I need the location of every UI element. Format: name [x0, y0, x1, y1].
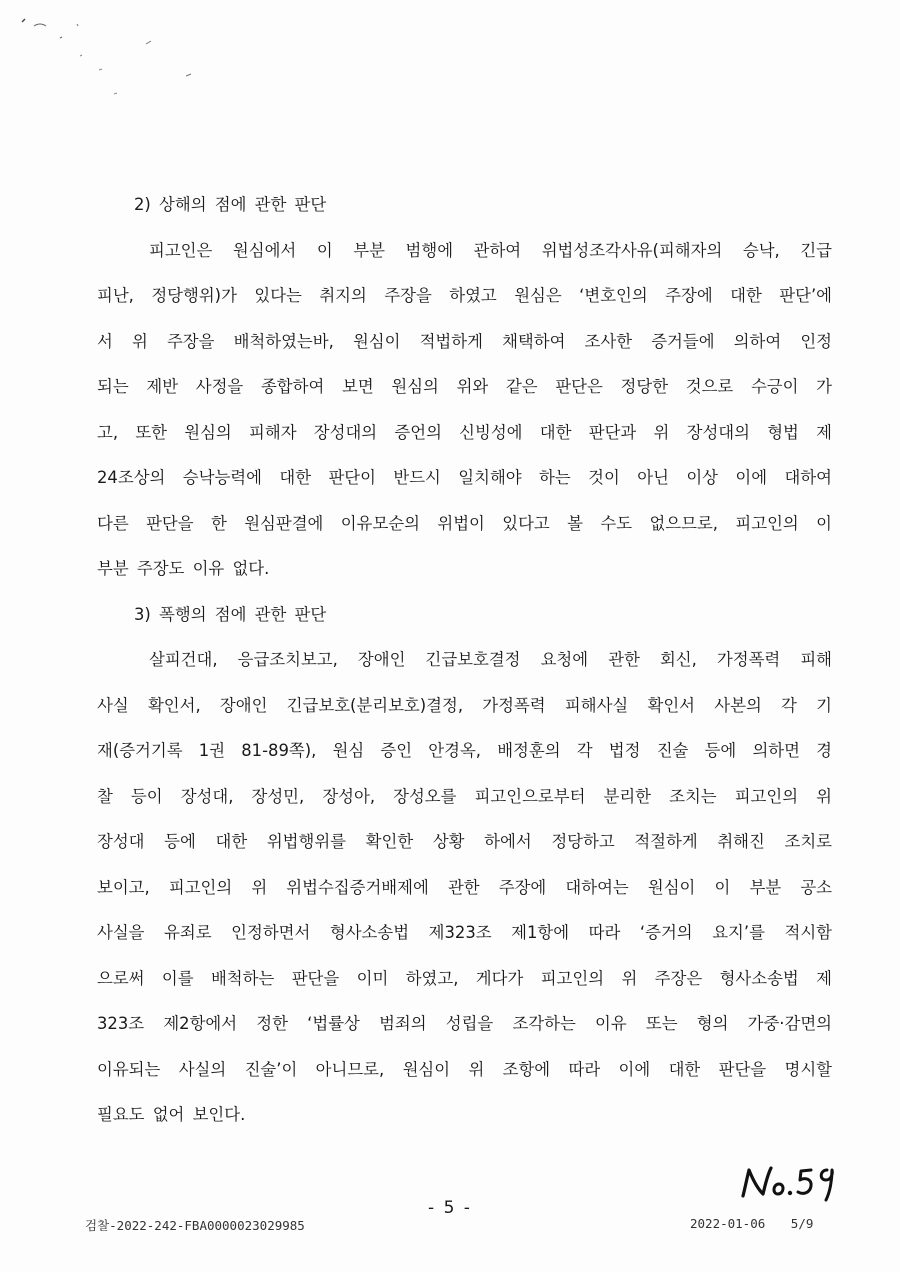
paragraph-line: 장성대 등에 대한 위법행위를 확인한 상황 하에서 정당하고 적절하게 취해진 조치로: [97, 832, 832, 851]
footer-page-count: 5/9: [790, 1216, 814, 1231]
paragraph-line: 서 위 주장을 배척하였는바, 원심이 적법하게 채택하여 조사한 증거들에 의하여 인정: [97, 331, 832, 351]
page-number: - 5 -: [428, 1198, 472, 1218]
paragraph-line: 부분 주장도 이유 없다.: [97, 559, 270, 578]
footer-date-pages: [690, 1216, 813, 1231]
paragraph-line: 보이고, 피고인의 위 위법수집증거배제에 관한 주장에 대하여는 원심이 이 부분 공소: [97, 877, 832, 897]
paragraph-line: 고, 또한 원심의 피해자 장성대의 증언의 신빙성에 대한 판단과 위 장성대의 형법 제: [97, 422, 832, 442]
section-heading-violence: 3) 폭행의 점에 관한 판단: [134, 604, 327, 624]
footer-date: 2022-01-06: [690, 1216, 766, 1231]
paragraph-line: 재(증거기록 1권 81-89쪽), 원심 증인 안경옥, 배정훈의 각 법정 진술 등에 의하면 경: [97, 741, 832, 760]
paragraph-line: 다른 판단을 한 원심판결에 이유모순의 위법이 있다고 볼 수도 없으므로, 피고인의 이: [97, 513, 832, 533]
paragraph-line: 필요도 없어 보인다.: [97, 1105, 246, 1124]
paragraph-line: 으로써 이를 배척하는 판단을 이미 하였고, 게다가 피고인의 위 주장은 형사소송법 제: [97, 968, 832, 988]
paragraph-line: 사실 확인서, 장애인 긴급보호(분리보호)결정, 가정폭력 피해사실 확인서 사본의 각 기: [97, 695, 832, 715]
paragraph-line: 323조 제2항에서 정한 ‘법률상 범죄의 성립을 조각하는 이유 또는 형의 가중·감면의: [97, 1014, 832, 1033]
paragraph-line: 24조상의 승낙능력에 대한 판단이 반드시 일치해야 하는 것이 아닌 이상 이에 대하여: [97, 468, 832, 487]
paragraph-line: 피고인은 원심에서 이 부분 범행에 관하여 위법성조각사유(피해자의 승낙, 긴급: [149, 240, 832, 260]
section-heading-assault-injury: 2) 상해의 점에 관한 판단: [134, 195, 327, 214]
paragraph-line: 살피건대, 응급조치보고, 장애인 긴급보호결정 요청에 관한 회신, 가정폭력 피해: [149, 650, 832, 669]
paragraph-line: 사실을 유죄로 인정하면서 형사소송법 제323조 제1항에 따라 ‘증거의 요지’를 적시함: [97, 923, 832, 942]
paragraph-line: 되는 제반 사정을 종합하여 보면 원심의 위와 같은 판단은 정당한 것으로 수긍이 가: [97, 377, 832, 396]
paragraph-line: 찰 등이 장성대, 장성민, 장성아, 장성오를 피고인으로부터 분리한 조치는 피고인의 위: [97, 786, 832, 806]
paragraph-line: 피난, 정당행위)가 있다는 취지의 주장을 하였고 원심은 ‘변호인의 주장에 대한 판단’에: [97, 286, 832, 305]
paragraph-line: 이유되는 사실의 진술’이 아니므로, 원심이 위 조항에 따라 이에 대한 판단을 명시할: [97, 1059, 832, 1079]
document-id: 검찰-2022-242-FBA0000023029985: [85, 1218, 305, 1233]
scan-specks: [0, 0, 220, 110]
document-body: [97, 182, 832, 1138]
